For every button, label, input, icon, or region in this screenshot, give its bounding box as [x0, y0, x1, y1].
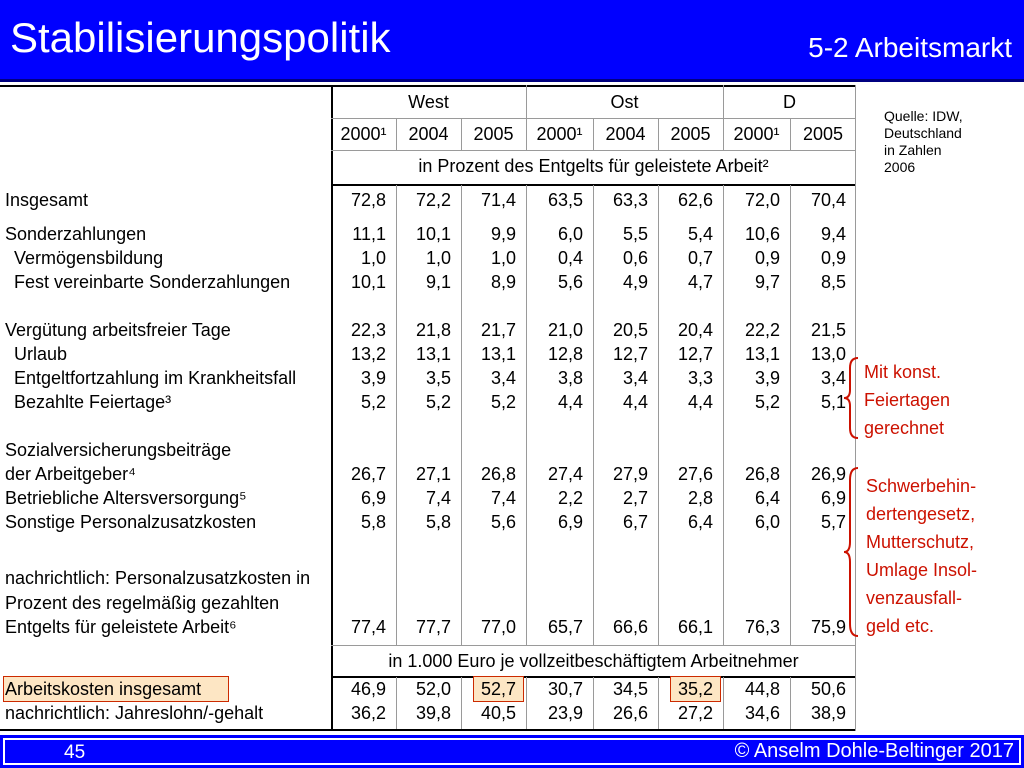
group-header: D — [783, 92, 796, 112]
unit-euro: in 1.000 Euro je vollzeitbeschäftigtem Arbeitnehmer — [388, 651, 799, 671]
value-cell: 36,2 — [350, 703, 386, 723]
value-cell: 5,4 — [687, 224, 713, 244]
value-cell: 5,1 — [820, 392, 846, 412]
feiertage-note — [864, 358, 950, 442]
value-cell: 26,9 — [810, 464, 846, 484]
value-cell: 6,4 — [687, 512, 713, 532]
row-label: Bezahlte Feiertage³ — [14, 392, 172, 412]
value-cell: 22,3 — [350, 320, 386, 340]
value-cell: 46,9 — [350, 679, 386, 699]
value-cell: 26,7 — [350, 464, 386, 484]
value-cell: 4,7 — [687, 272, 713, 292]
note-line: Umlage Insol- — [866, 560, 978, 580]
value-cell: 10,1 — [415, 224, 451, 244]
value-cell: 2,2 — [557, 488, 583, 508]
value-cell: 12,7 — [612, 344, 648, 364]
value-cell: 3,4 — [820, 368, 846, 388]
value-cell: 5,8 — [360, 512, 386, 532]
value-cell: 1,0 — [490, 248, 516, 268]
note-line: venzausfall- — [866, 588, 963, 608]
sozial-note — [866, 472, 977, 640]
value-cell: 2,8 — [687, 488, 713, 508]
value-cell: 5,6 — [557, 272, 583, 292]
value-cell: 13,1 — [744, 344, 780, 364]
value-cell: 27,2 — [677, 703, 713, 723]
value-cell: 12,7 — [677, 344, 713, 364]
value-cell: 3,4 — [622, 368, 648, 388]
value-cell: 4,4 — [557, 392, 583, 412]
value-cell: 20,4 — [677, 320, 713, 340]
note-line: dertengesetz, — [866, 504, 976, 524]
year-header: 2004 — [605, 124, 646, 144]
value-cell: 66,6 — [612, 617, 648, 637]
unit-percent: in Prozent des Entgelts für geleistete Arbeit² — [418, 156, 769, 176]
value-cell: 5,2 — [754, 392, 780, 412]
value-cell: 44,8 — [744, 679, 780, 699]
value-cell: 26,8 — [744, 464, 780, 484]
value-cell: 6,4 — [754, 488, 780, 508]
row-label: Sonderzahlungen — [5, 224, 147, 244]
value-cell: 34,6 — [744, 703, 780, 723]
value-cell: 35,2 — [677, 679, 713, 699]
value-cell: 3,8 — [557, 368, 583, 388]
value-cell: 13,2 — [350, 344, 386, 364]
value-cell: 27,1 — [415, 464, 451, 484]
value-cell: 40,5 — [480, 703, 516, 723]
value-cell: 1,0 — [360, 248, 386, 268]
value-cell: 2,7 — [622, 488, 648, 508]
value-cell: 0,6 — [622, 248, 648, 268]
value-cell: 3,4 — [490, 368, 516, 388]
value-cell: 50,6 — [810, 679, 846, 699]
value-cell: 5,5 — [622, 224, 648, 244]
value-cell: 0,7 — [687, 248, 713, 268]
value-cell: 13,0 — [810, 344, 846, 364]
value-cell: 4,4 — [622, 392, 648, 412]
source-line: Deutschland — [884, 125, 962, 141]
slide-header — [0, 0, 1024, 82]
page-number: 45 — [64, 742, 86, 763]
value-cell: 71,4 — [480, 190, 516, 210]
value-cell: 9,9 — [490, 224, 516, 244]
value-cell: 4,4 — [687, 392, 713, 412]
value-cell: 6,9 — [360, 488, 386, 508]
value-cell: 4,9 — [622, 272, 648, 292]
value-cell: 6,9 — [557, 512, 583, 532]
value-cell: 13,1 — [480, 344, 516, 364]
row-label: Entgelts für geleistete Arbeit⁶ — [5, 617, 237, 637]
value-cell: 27,6 — [677, 464, 713, 484]
slide-subtitle: 5-2 Arbeitsmarkt — [808, 32, 1012, 63]
value-cell: 6,0 — [557, 224, 583, 244]
value-cell: 26,8 — [480, 464, 516, 484]
row-label: Betriebliche Altersversorgung⁵ — [5, 488, 247, 508]
value-cell: 34,5 — [612, 679, 648, 699]
value-cell: 21,7 — [480, 320, 516, 340]
value-cell: 77,0 — [480, 617, 516, 637]
value-cell: 9,7 — [754, 272, 780, 292]
row-label: Insgesamt — [5, 190, 89, 210]
value-cell: 62,6 — [677, 190, 713, 210]
row-label: Sonstige Personalzusatzkosten — [5, 512, 257, 532]
value-cell: 63,3 — [612, 190, 648, 210]
value-cell: 7,4 — [425, 488, 451, 508]
value-cell: 0,4 — [557, 248, 583, 268]
value-cell: 6,7 — [622, 512, 648, 532]
value-cell: 77,7 — [415, 617, 451, 637]
sozial-bracket — [842, 466, 862, 638]
value-cell: 72,2 — [415, 190, 451, 210]
year-divider — [331, 150, 856, 151]
value-cell: 7,4 — [490, 488, 516, 508]
value-cell: 5,7 — [820, 512, 846, 532]
group-header: West — [408, 92, 449, 112]
value-cell: 27,4 — [547, 464, 583, 484]
value-cell: 3,9 — [754, 368, 780, 388]
row-label: Entgeltfortzahlung im Krankheitsfall — [14, 368, 297, 388]
group-header: Ost — [610, 92, 639, 112]
value-cell: 30,7 — [547, 679, 583, 699]
value-cell: 0,9 — [754, 248, 780, 268]
year-header: 2005 — [473, 124, 514, 144]
copyright: © Anselm Dohle-Beltinger 2017 — [734, 740, 1014, 762]
year-header: 2000¹ — [733, 124, 780, 144]
row-label: nachrichtlich: Jahreslohn/-gehalt — [5, 703, 264, 723]
note-line: Schwerbehin- — [866, 476, 977, 496]
value-cell: 6,9 — [820, 488, 846, 508]
row-label: Prozent des regelmäßig gezahlten — [5, 593, 280, 613]
value-cell: 70,4 — [810, 190, 846, 210]
value-cell: 5,2 — [425, 392, 451, 412]
value-cell: 23,9 — [547, 703, 583, 723]
value-cell: 3,9 — [360, 368, 386, 388]
labor-cost-table — [0, 84, 856, 730]
source-line: Quelle: IDW, — [884, 108, 963, 124]
value-cell: 12,8 — [547, 344, 583, 364]
slide-title: Stabilisierungspolitik — [10, 14, 391, 61]
table-bottom-rule — [0, 729, 856, 731]
value-cell: 27,9 — [612, 464, 648, 484]
source-line: in Zahlen — [884, 142, 942, 158]
value-cell: 21,8 — [415, 320, 451, 340]
note-line: Feiertagen — [864, 390, 951, 410]
unit2-top-rule — [331, 645, 856, 646]
row-label: Sozialversicherungsbeiträge — [5, 440, 232, 460]
value-cell: 3,5 — [425, 368, 451, 388]
year-header: 2004 — [408, 124, 449, 144]
value-cell: 21,0 — [547, 320, 583, 340]
note-line: geld etc. — [866, 616, 935, 636]
value-cell: 9,1 — [425, 272, 451, 292]
value-cell: 5,2 — [360, 392, 386, 412]
value-cell: 9,4 — [820, 224, 846, 244]
table-top-rule — [0, 85, 856, 87]
value-cell: 0,9 — [820, 248, 846, 268]
value-cell: 1,0 — [425, 248, 451, 268]
value-cell: 66,1 — [677, 617, 713, 637]
value-cell: 39,8 — [415, 703, 451, 723]
value-cell: 76,3 — [744, 617, 780, 637]
value-cell: 77,4 — [350, 617, 386, 637]
source-note — [884, 108, 963, 176]
value-cell: 63,5 — [547, 190, 583, 210]
value-cell: 65,7 — [547, 617, 583, 637]
row-label: Fest vereinbarte Sonderzahlungen — [14, 272, 291, 292]
value-cell: 3,3 — [687, 368, 713, 388]
year-header: 2000¹ — [536, 124, 583, 144]
value-cell: 72,8 — [350, 190, 386, 210]
row-label: Urlaub — [14, 344, 68, 364]
value-cell: 10,6 — [744, 224, 780, 244]
row-label: Vergütung arbeitsfreier Tage — [5, 320, 231, 340]
row-label: Vermögensbildung — [14, 248, 164, 268]
feiertage-bracket — [842, 356, 862, 440]
value-cell: 6,0 — [754, 512, 780, 532]
note-line: Mit konst. — [864, 362, 942, 382]
note-line: gerechnet — [864, 418, 945, 438]
row-label: nachrichtlich: Personalzusatzkosten in — [5, 568, 311, 588]
value-cell: 26,6 — [612, 703, 648, 723]
value-cell: 5,8 — [425, 512, 451, 532]
value-cell: 20,5 — [612, 320, 648, 340]
source-line: 2006 — [884, 159, 916, 175]
note-line: Mutterschutz, — [866, 532, 975, 552]
value-cell: 75,9 — [810, 617, 846, 637]
value-cell: 8,9 — [490, 272, 516, 292]
value-cell: 11,1 — [352, 224, 386, 244]
value-cell: 52,7 — [480, 679, 516, 699]
year-header: 2000¹ — [340, 124, 387, 144]
value-cell: 5,6 — [490, 512, 516, 532]
year-header: 2005 — [670, 124, 711, 144]
value-cell: 52,0 — [415, 679, 451, 699]
value-cell: 72,0 — [744, 190, 780, 210]
row-label: der Arbeitgeber⁴ — [5, 464, 136, 484]
row-label: Arbeitskosten insgesamt — [5, 679, 202, 699]
value-cell: 21,5 — [810, 320, 846, 340]
value-cell: 10,1 — [350, 272, 386, 292]
value-cell: 5,2 — [490, 392, 516, 412]
value-cell: 13,1 — [415, 344, 451, 364]
value-cell: 8,5 — [820, 272, 846, 292]
year-header: 2005 — [802, 124, 844, 144]
value-cell: 22,2 — [744, 320, 780, 340]
value-cell: 38,9 — [810, 703, 846, 723]
